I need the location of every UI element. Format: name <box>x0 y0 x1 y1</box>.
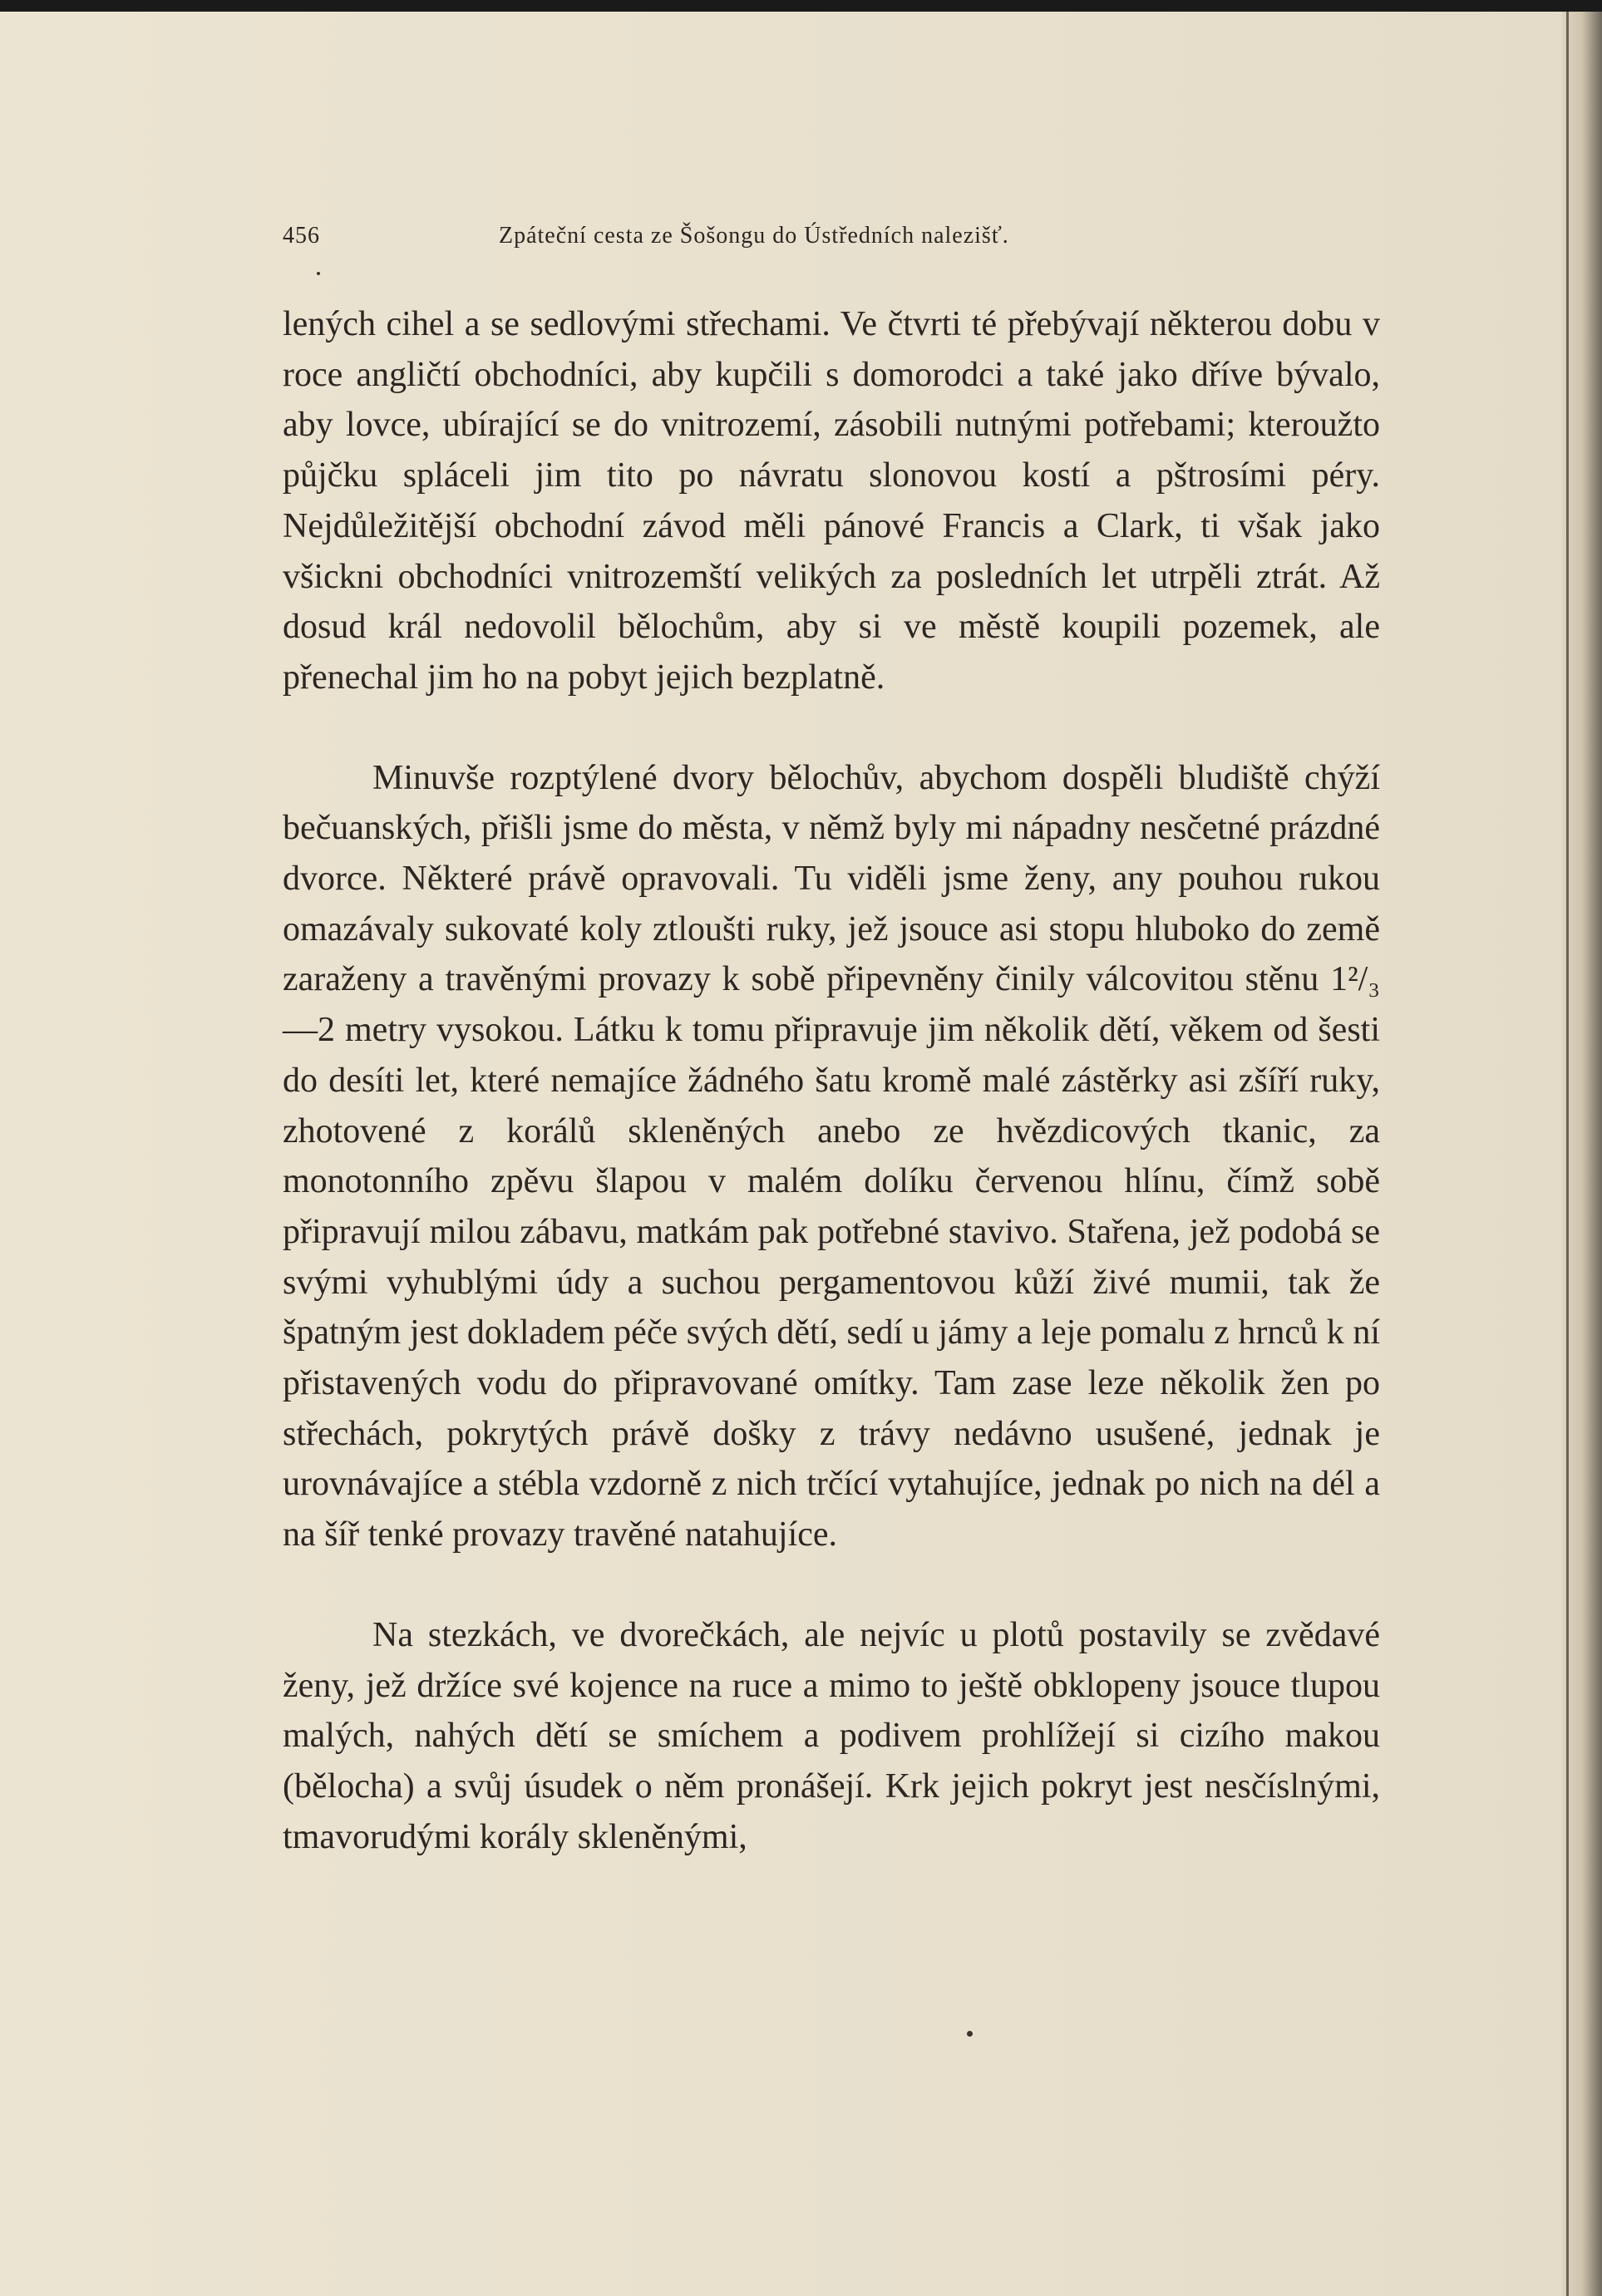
paragraph-2: Minuvše rozptýlené dvory bělochův, abychom dospěli bludiště chýží bečuanských, přišli jsme do města, v němž byly mi nápadny nesčetné prázdné dvorce. Některé právě opravovali. Tu viděli jsme ženy, any pouhou rukou omazávaly sukovaté koly ztloušti ruky, jež jsouce asi stopu hluboko do země zaraženy a travěnými provazy k sobě připevněny činily válcovitou stěnu 1²/₃—2 metry vysokou. Látku k tomu připravuje jim několik dětí, věkem od šesti do desíti let, které nemajíce žádného šatu kromě malé zástěrky asi zšíří ruky, zhotovené z korálů skleněných anebo ze hvězdicových tkanic, za monotonního zpěvu šlapou v malém dolíku červenou hlínu, čímž sobě připravují milou zábavu, matkám pak potřebné stavivo. Stařena, jež podobá se svými vyhublými údy a suchou pergamentovou kůží živé mumii, tak že špatným jest dokladem péče svých dětí, sedí u jámy a leje pomalu z hrnců k ní přistavených vodu do připravované omítky. Tam zase leze několik žen po střechách, pokrytých právě došky z trávy nedávno usušené, jednak je urovnávajíce a stébla vzdorně z nich trčící vytahujíce, jednak po nich na dél a na šíř tenké provazy travěné natahujíce. <box>283 758 1380 1554</box>
body-text <box>283 299 1380 1862</box>
running-title: Zpáteční cesta ze Šošongu do Ústředních nalezišť. <box>499 223 1009 249</box>
page-number: 456 <box>283 223 320 249</box>
book-gutter-line <box>1566 12 1569 2296</box>
paragraph-3: Na stezkách, ve dvorečkách, ale nejvíc u plotů postavily se zvědavé ženy, jež držíce své kojence na ruce a mimo to ještě obklopeny jsouce tlupou malých, nahých dětí se smíchem a podivem prohlížejí si cizího makou (bělocha) a svůj úsudek o něm pronášejí. Krk jejich pokryt jest nesčíslnými, tmavorudými korály skleněnými, <box>283 1615 1380 1856</box>
ink-speck <box>317 272 320 275</box>
paragraph-1: lených cihel a se sedlovými střechami. Ve čtvrti té přebývají některou dobu v roce angličtí obchodníci, aby kupčili s domorodci a také jako dříve bývalo, aby lovce, ubírající se do vnitrozemí, zásobili nutnými potřebami; kteroužto půjčku spláceli jim tito po návratu slonovou kostí a pštrosími péry. Nejdůležitější obchodní závod měli pánové Francis a Clark, ti však jako všickni obchodníci vnitrozemští velikých za posledních let utrpěli ztrát. Až dosud král nedovolil bělochům, aby si ve městě koupili pozemek, ale přenechal jim ho na pobyt jejich bezplatně. <box>283 305 1380 697</box>
running-header <box>283 223 1380 256</box>
ink-speck <box>967 2031 973 2037</box>
